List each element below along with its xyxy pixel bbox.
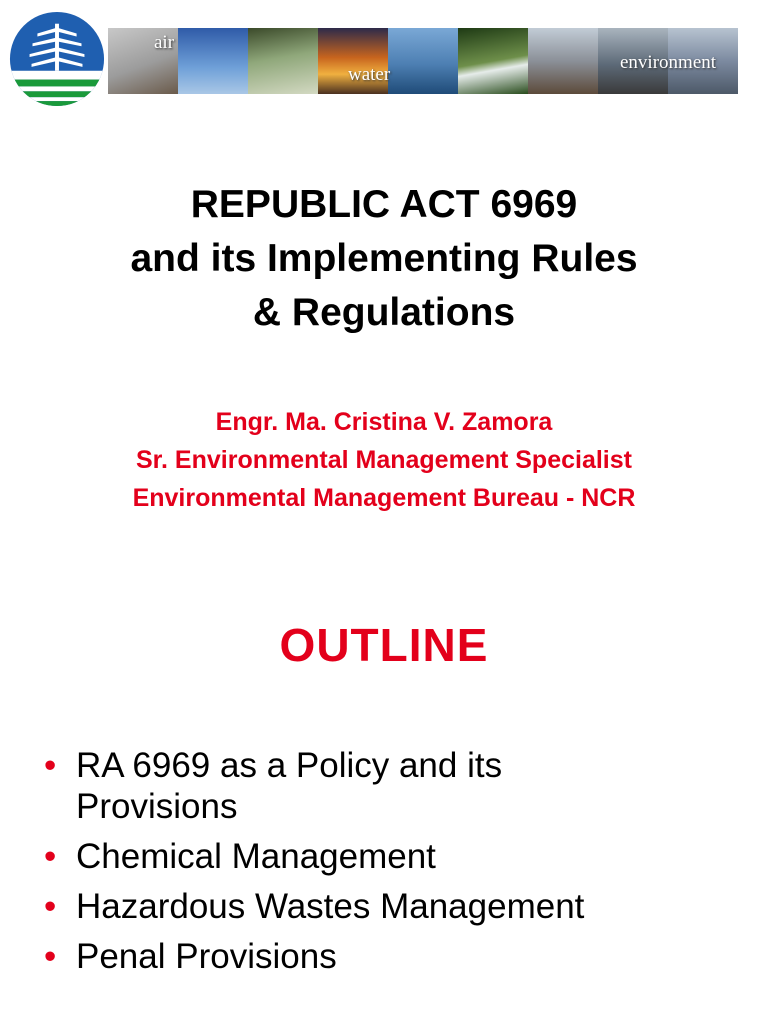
outline-item-policy	[44, 745, 744, 827]
banner-word-air: air	[154, 32, 175, 53]
outline-item-penal	[44, 936, 744, 977]
presenter-office: Environmental Management Bureau - NCR	[132, 484, 636, 512]
denr-tree-logo-icon	[8, 10, 106, 108]
presenter-position: Sr. Environmental Management Specialist	[136, 446, 632, 474]
banner-photo-houses	[528, 28, 598, 94]
environment-banner	[108, 28, 738, 94]
outline-item-chemical	[44, 836, 744, 877]
slide-header	[0, 0, 768, 110]
title-line-1: REPUBLIC ACT 6969	[190, 183, 578, 226]
banner-photo-forest	[248, 28, 318, 94]
outline-item-text: Penal Provisions	[76, 937, 337, 976]
bullet-icon: •	[44, 746, 57, 785]
banner-word-environment: environment	[620, 52, 717, 73]
banner-photo-water	[388, 28, 458, 94]
outline-heading: OUTLINE	[279, 619, 489, 671]
presenter-info	[0, 403, 768, 517]
outline-item-hazardous	[44, 886, 744, 927]
presenter-name: Engr. Ma. Cristina V. Zamora	[215, 408, 553, 436]
bullet-icon: •	[44, 837, 57, 876]
banner-photo-sky	[178, 28, 248, 94]
banner-word-water: water	[348, 64, 391, 85]
title-line-2: and its Implementing Rules	[130, 237, 638, 280]
outline-list	[44, 745, 744, 986]
bullet-icon: •	[44, 887, 57, 926]
banner-photo-waterfall	[458, 28, 528, 94]
outline-item-text: Chemical Management	[76, 837, 436, 876]
bullet-icon: •	[44, 937, 57, 976]
title-line-3: & Regulations	[252, 291, 516, 334]
outline-item-text-line1: RA 6969 as a Policy and its	[76, 746, 503, 785]
slide-title	[0, 178, 768, 340]
outline-item-text-line2: Provisions	[76, 787, 238, 826]
outline-item-text: Hazardous Wastes Management	[76, 887, 585, 926]
